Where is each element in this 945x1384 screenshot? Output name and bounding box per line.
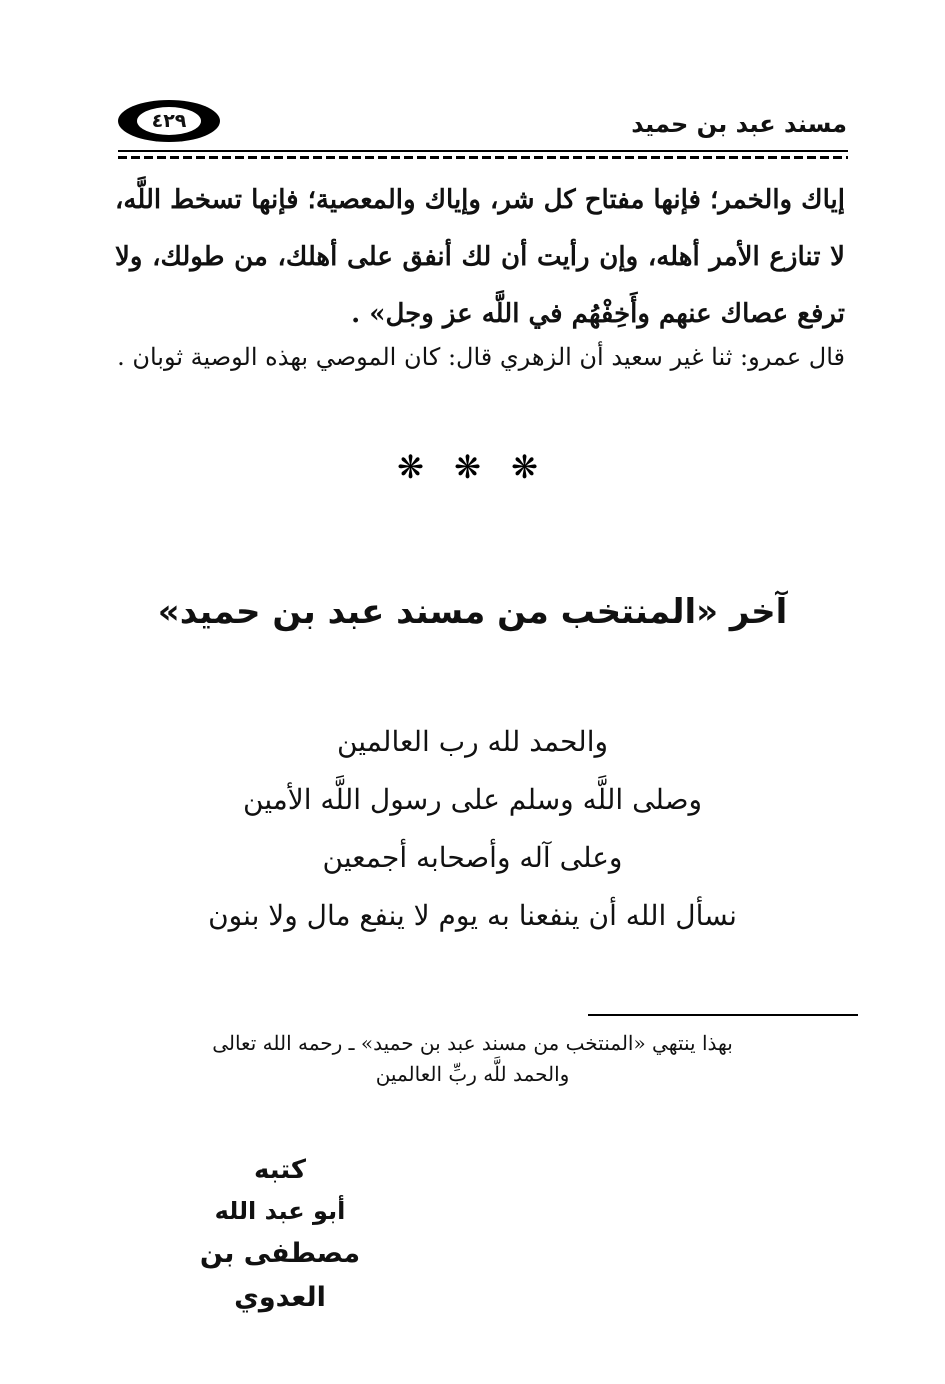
closing-prayer: [0, 713, 945, 945]
page-number: ٤٢٩: [137, 107, 201, 135]
section-separator: ❋ ❋ ❋: [397, 448, 548, 486]
running-title: مسند عبد بن حميد: [631, 110, 847, 138]
footnote-rule: [588, 1014, 858, 1016]
end-title: آخر «المنتخب من مسند عبد بن حميد»: [157, 592, 788, 632]
signature-name: مصطفى بن العدوي: [199, 1238, 361, 1313]
closing-line: والحمد لله رب العالمين: [336, 725, 609, 758]
footnote: [0, 1028, 945, 1090]
signature-written-by: كتبه: [253, 1155, 307, 1185]
closing-line: نسأل الله أن ينفعنا به يوم لا ينفع مال ولا بنون: [208, 899, 737, 932]
closing-line: وصلى اللَّه وسلم على رسول اللَّه الأمين: [243, 783, 702, 816]
page-number-badge: [118, 100, 220, 142]
signature-block: [150, 1150, 410, 1320]
hadith-paragraph: إياك والخمر؛ فإنها مفتاح كل شر، وإياك والمعصية؛ فإنها تسخط اللَّه، لا تنازع الأمر أهله، وإن رأيت أن لك أنفق على أهلك، من طولك، ولا ترفع عصاك عنهم وأَخِفْهُم في اللَّه عز وجل» .: [115, 185, 845, 329]
narration-paragraph: قال عمرو: ثنا غير سعيد أن الزهري قال: كان الموصي بهذه الوصية ثوبان .: [117, 343, 845, 371]
closing-line: وعلى آله وأصحابه أجمعين: [322, 841, 623, 874]
signature-kunya: أبو عبد الله: [214, 1197, 346, 1225]
footnote-line: والحمد للَّه ربِّ العالمين: [375, 1062, 570, 1086]
header-rule: [118, 150, 848, 160]
footnote-line: بهذا ينتهي «المنتخب من مسند عبد بن حميد» ـ رحمه الله تعالى: [212, 1031, 733, 1055]
